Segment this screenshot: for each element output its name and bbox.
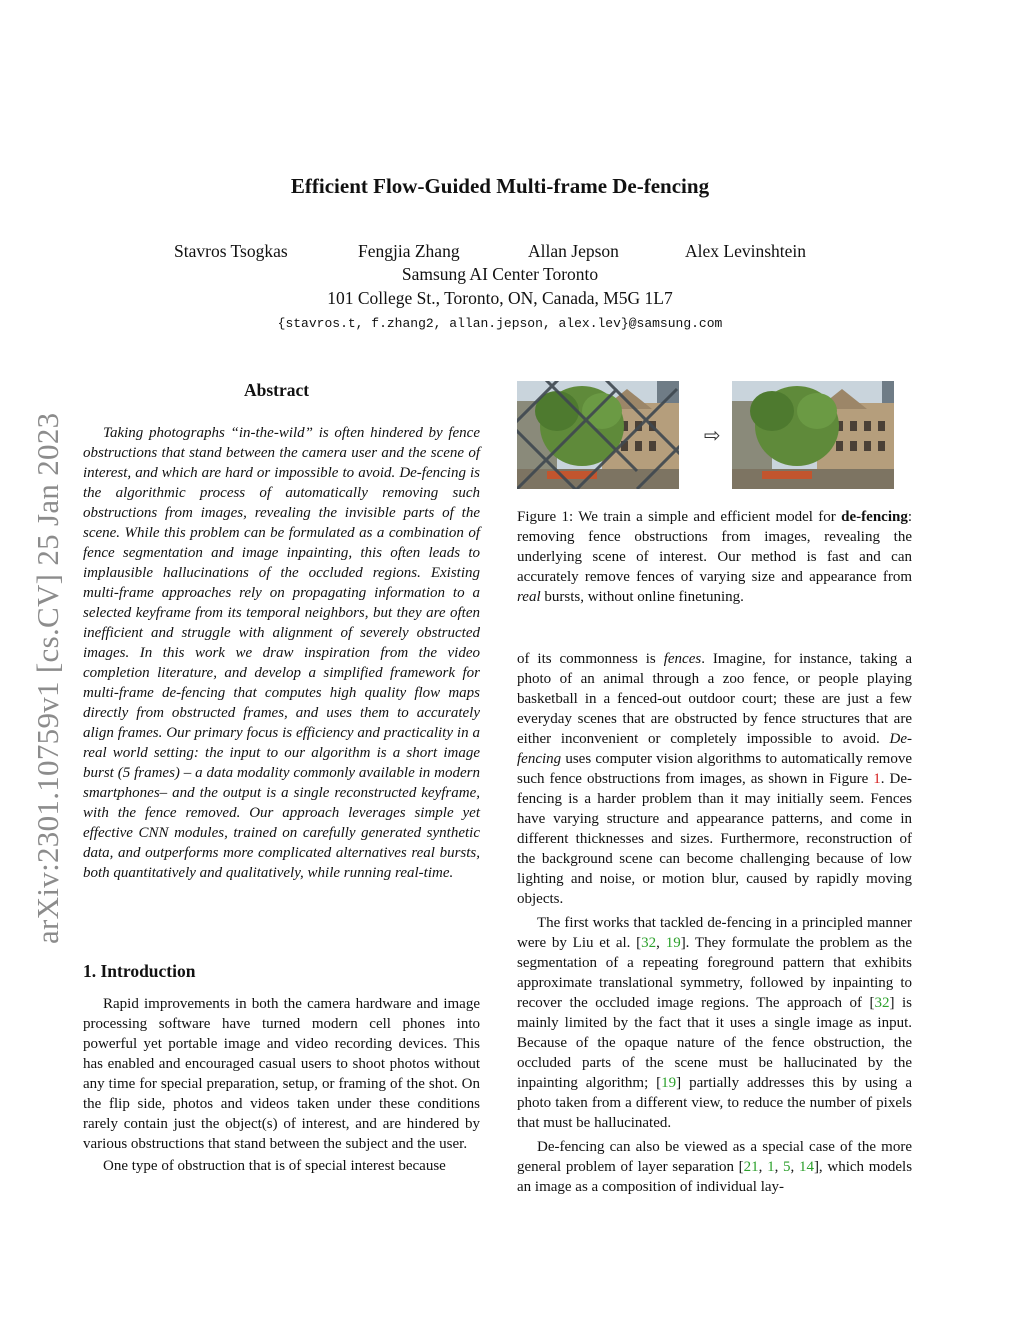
- fenced-scene-image: [517, 381, 679, 489]
- figure-1-reference-link[interactable]: 1: [873, 771, 881, 787]
- caption-label: Figure 1:: [517, 509, 574, 525]
- author-4: Alex Levinshtein: [685, 241, 807, 261]
- p2-text-b: ]. They formulate the problem as the segmentation of a repeating foreground pattern that exhibits approximate translational symmetry, followed by inpainting to recover the occluded image regions. The approach of [: [517, 935, 912, 1011]
- figure-1-output-defenced-photo: [732, 381, 894, 489]
- citation-link-19b[interactable]: 19: [661, 1075, 677, 1091]
- introduction-heading: 1. Introduction: [83, 961, 196, 981]
- p1-defencing-term: De-fencing: [517, 731, 912, 767]
- right-column-text: [517, 649, 912, 1197]
- p2-text-d: ] partially addresses this by using a photo taken from a different view, to reduce the number of pixels that must be hallucinated.: [517, 1075, 912, 1131]
- author-emails: {stavros.t, f.zhang2, allan.jepson, alex.lev}@samsung.com: [277, 316, 723, 331]
- p1-fences-term: fences: [663, 651, 702, 667]
- caption-text-b: : removing fence obstructions from images, revealing the underlying scene of interest. Our method is fast and can accurately remove fences of varying size and appearance from: [517, 509, 913, 585]
- citation-link-19[interactable]: 19: [665, 935, 681, 951]
- citation-link-32b[interactable]: 32: [874, 995, 890, 1011]
- caption-text-a: We train a simple and efficient model for: [578, 509, 836, 525]
- citation-link-32[interactable]: 32: [641, 935, 657, 951]
- caption-paragraph: [517, 507, 912, 607]
- citation-link-14[interactable]: 14: [798, 1159, 814, 1175]
- p1-text-a: of its commonness is: [517, 651, 656, 667]
- caption-text-c: bursts, without online finetuning.: [544, 589, 744, 605]
- author-2: Fengjia Zhang: [358, 241, 460, 261]
- intro-paragraph-2: One type of obstruction that is of special interest because: [103, 1158, 446, 1174]
- citation-link-1[interactable]: 1: [767, 1159, 775, 1175]
- citation-link-21[interactable]: 21: [743, 1159, 759, 1175]
- right-paragraph-2: [517, 913, 912, 1133]
- right-paragraph-3: De-fencing can also be viewed as a special case of the more general problem of layer separation [21, 1, 5, 14], which models an image as a composition of individual lay-: [517, 1139, 913, 1195]
- p1-text-c: uses computer vision algorithms to automatically remove such fence obstructions from images, as shown in Figure: [517, 751, 913, 787]
- abstract-heading: Abstract: [244, 380, 310, 400]
- intro-paragraph-1: Rapid improvements in both the camera hardware and image processing software have turned modern cell phones into powerful yet portable image and video recording devices. This has enabled and encouraged casual users to shoot photos without any time for special preparation, setup, or framing of the shot. On the flip side, photos and videos taken under these conditions rarely contain just the object(s) of interest, and are hindered by various obstructions that stand between the subject and the user.: [83, 996, 480, 1152]
- citation-separator: ,: [656, 935, 666, 951]
- author-3: Allan Jepson: [528, 241, 619, 261]
- abstract-text: [83, 423, 480, 883]
- abstract-paragraph: Taking photographs “in-the-wild” is often hindered by fence obstructions that stand between the camera user and the scene of interest, and which are hard or impossible to avoid. De-fencing is the algorithmic process of automatically removing such obstructions from images, revealing the invisible parts of the scene. While this problem can be formulated as a combination of fence segmentation and image inpainting, this often leads to implausible hallucinations of the occluded regions. Existing multi-frame approaches rely on propagating information to a selected keyframe from its temporal neighbors, but they are often inefficient and struggle with alignment of severely obstructed images. In this work we draw inspiration from the video completion literature, and develop a simplified framework for multi-frame de-fencing that computes high quality flow maps directly from obstructed frames, and uses them to accurately align frames. Our primary focus is efficiency and practicality in a real world setting: the input to our algorithm is a short image burst (5 frames) – a data modality commonly available in modern smartphones– and the output is a single reconstructed keyframe, with the fence removed. Our approach leverages simple yet effective CNN modules, trained on carefully generated synthetic data, and outperforms more complicated alternatives real bursts, both quantitatively and qualitatively, while running real-time.: [83, 425, 480, 881]
- affiliation: Samsung AI Center Toronto: [401, 264, 599, 284]
- defenced-scene-image: [732, 381, 894, 489]
- introduction-text: [83, 994, 480, 1176]
- arxiv-identifier: arXiv:2301.10759v1 [cs.CV] 25 Jan 2023: [30, 412, 65, 944]
- figure-1-input-fenced-photo: [517, 381, 679, 489]
- address: 101 College St., Toronto, ON, Canada, M5G 1L7: [327, 288, 673, 308]
- caption-italic-term: real: [517, 589, 541, 605]
- p3-text-a: De-fencing can also be viewed as a special case of the more general problem of layer separation [: [517, 1139, 912, 1175]
- caption-bold-term: de-fencing: [841, 509, 908, 525]
- right-arrow-icon: ⇨: [704, 423, 721, 447]
- author-1: Stavros Tsogkas: [174, 241, 288, 261]
- p1-text-b: . Imagine, for instance, taking a photo of an animal through a zoo fence, or people playing basketball in a fenced-out outdoor court; these are just a few everyday scenes that are obstructed by fence structures that are either inconvenient or completely impossible to avoid.: [517, 651, 913, 747]
- right-paragraph-1: [517, 649, 912, 909]
- p2-text-a: The first works that tackled de-fencing in a principled manner were by Liu et al. [: [517, 915, 912, 951]
- p3-text-b: ], which models an image as a composition of individual lay-: [517, 1159, 913, 1195]
- p1-text-d: . De-fencing is a harder problem than it may initially seem. Fences have varying structure and appearance patterns, and come in different thicknesses and sizes. Furthermore, reconstruction of the background scene can become challenging because of low lighting and noise, or motion blur, caused by rapidly moving objects.: [517, 771, 912, 907]
- citation-link-5[interactable]: 5: [783, 1159, 791, 1175]
- paper-title: Efficient Flow-Guided Multi-frame De-fencing: [290, 174, 710, 198]
- p2-text-c: ] is mainly limited by the fact that it uses a single image as input. Because of the opaque nature of the fence obstruction, the occluded parts of the scene must be hallucinated by the inpainting algorithm; [: [517, 995, 912, 1091]
- figure-1-caption: [517, 507, 912, 607]
